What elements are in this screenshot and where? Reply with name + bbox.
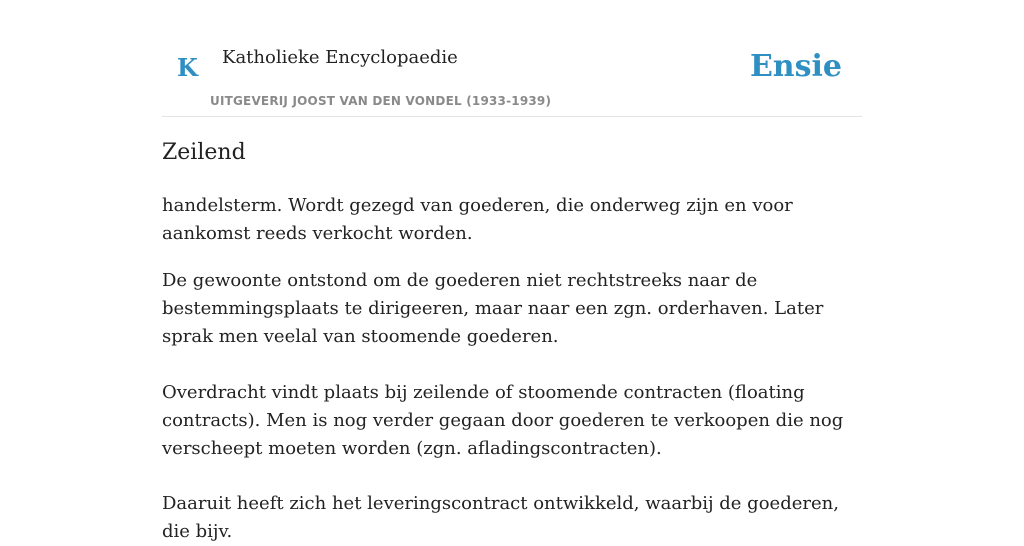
publisher-subtitle: UITGEVERIJ JOOST VAN DEN VONDEL (1933-1939)	[210, 94, 552, 108]
article-paragraph: handelsterm. Wordt gezegd van goederen, die onderweg zijn en voor aankomst reeds verkocht worden.	[162, 195, 793, 244]
article-paragraph: Overdracht vindt plaats bij zeilende of stoomende contracten (floating contracts). Men is nog verder gegaan door goederen te verkoopen die nog verscheept moeten worden (zgn. afladingscontracten).	[162, 382, 844, 459]
site-logo-icon[interactable]: K	[177, 53, 198, 82]
brand-logo[interactable]: Ensie	[749, 49, 842, 84]
article-paragraph: Daaruit heeft zich het leveringscontract ontwikkeld, waarbij de goederen, die bijv.	[162, 493, 839, 542]
page-container	[162, 0, 862, 542]
article-body	[162, 192, 862, 546]
site-title[interactable]: Katholieke Encyclopaedie	[222, 47, 458, 68]
site-header	[162, 0, 862, 117]
article-title: Zeilend	[162, 140, 246, 165]
article-paragraph: De gewoonte ontstond om de goederen niet rechtstreeks naar de bestemmingsplaats te dirigeeren, maar naar een zgn. orderhaven. Later sprak men veelal van stoomende goederen.	[162, 270, 824, 347]
